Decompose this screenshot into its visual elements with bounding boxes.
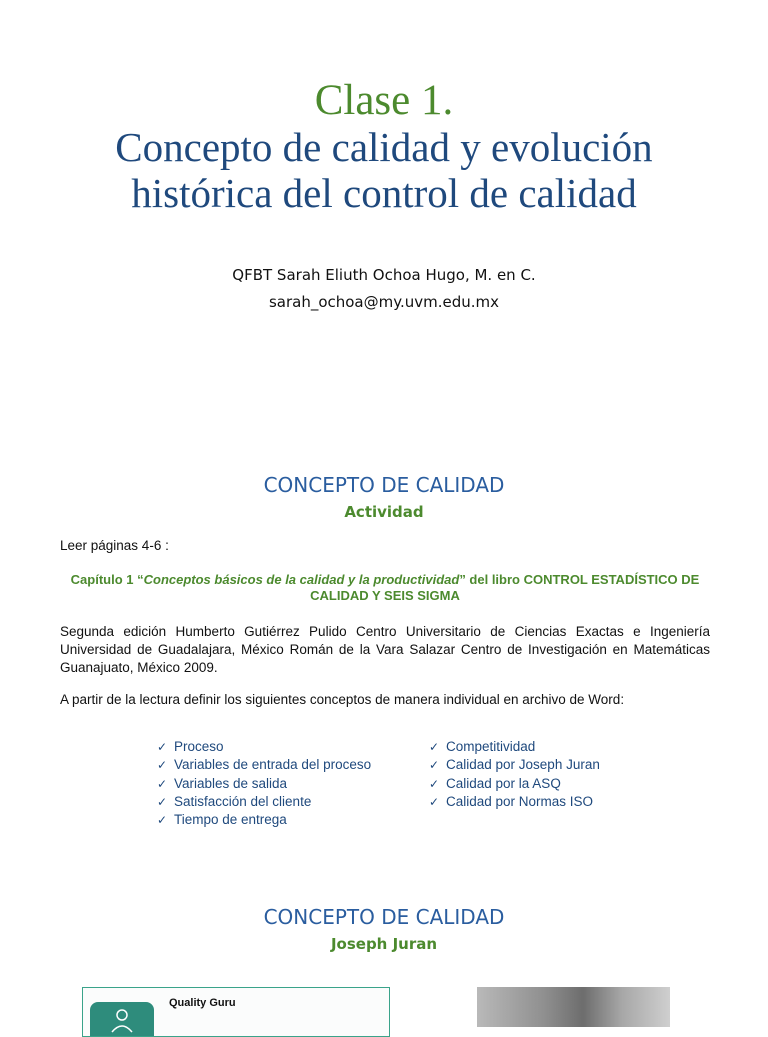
chapter-prefix: Capítulo 1 “ xyxy=(70,572,144,587)
section-heading: CONCEPTO DE CALIDAD xyxy=(263,473,505,497)
task-instruction: A partir de la lectura definir los siguientes conceptos de manera individual en archivo de Word: xyxy=(60,692,625,707)
section-subheading-2: Joseph Juran xyxy=(330,935,438,953)
concept-label: Variables de salida xyxy=(174,775,288,791)
guru-card-label: Quality Guru xyxy=(169,997,236,1009)
concept-item xyxy=(157,793,371,811)
book-edition-text: Segunda edición Humberto Gutiérrez Pulido Centro Universitario de Ciencias Exactas e Ingeniería Universidad de Guadalajara, México Román de la Vara Salazar Centro de Investigación en Matemáticas Guanajuato, México 2009. xyxy=(60,624,710,675)
checkmark-icon: ✓ xyxy=(157,776,168,791)
title-class-number: Clase 1. xyxy=(314,77,454,124)
quality-guru-card xyxy=(82,987,390,1037)
checkmark-icon: ✓ xyxy=(429,776,440,791)
checkmark-icon: ✓ xyxy=(429,758,440,773)
checkmark-icon: ✓ xyxy=(157,813,168,828)
concept-item xyxy=(157,775,371,793)
concept-label: Proceso xyxy=(174,739,224,754)
person-icon-box xyxy=(90,1002,154,1037)
checkmark-icon: ✓ xyxy=(429,794,440,809)
concept-list-left xyxy=(157,738,371,829)
concept-list-right xyxy=(429,738,600,811)
slide-title xyxy=(0,78,768,216)
concept-label: Competitividad xyxy=(446,739,536,754)
concept-item xyxy=(429,738,600,756)
concept-label: Calidad por la ASQ xyxy=(446,775,561,791)
title-topic-line2: histórica del control de calidad xyxy=(131,170,637,216)
concept-label: Calidad por Joseph Juran xyxy=(446,757,600,773)
concept-item xyxy=(157,811,371,829)
checkmark-icon: ✓ xyxy=(157,794,168,809)
concept-item xyxy=(429,756,600,774)
concept-label: Calidad por Normas ISO xyxy=(446,793,594,809)
concept-label: Satisfacción del cliente xyxy=(174,793,312,809)
checkmark-icon: ✓ xyxy=(157,758,168,773)
section-heading-2: CONCEPTO DE CALIDAD xyxy=(263,905,505,929)
author-email: sarah_ochoa@my.uvm.edu.mx xyxy=(268,293,500,311)
section-subheading: Actividad xyxy=(344,503,424,521)
checkmark-icon: ✓ xyxy=(429,740,440,754)
concept-item xyxy=(429,775,600,793)
concept-item xyxy=(157,756,371,774)
concept-item xyxy=(157,738,371,756)
author-info xyxy=(0,262,768,316)
checkmark-icon: ✓ xyxy=(157,740,168,754)
chapter-reference xyxy=(60,572,710,604)
title-topic-line1: Concepto de calidad y evolución xyxy=(115,124,653,170)
concept-label: Tiempo de entrega xyxy=(174,812,287,828)
chapter-suffix: ” del libro CONTROL ESTADÍSTICO DE CALIDAD Y SEIS SIGMA xyxy=(310,572,700,603)
reading-instruction: Leer páginas 4-6 : xyxy=(60,538,169,553)
concept-label: Variables de entrada del proceso xyxy=(174,757,372,773)
chapter-title: Conceptos básicos de la calidad y la productividad xyxy=(143,572,460,587)
person-icon xyxy=(90,1002,154,1037)
juran-portrait-photo xyxy=(477,987,670,1027)
concept-item xyxy=(429,793,600,811)
author-name: QFBT Sarah Eliuth Ochoa Hugo, M. en C. xyxy=(232,266,536,284)
